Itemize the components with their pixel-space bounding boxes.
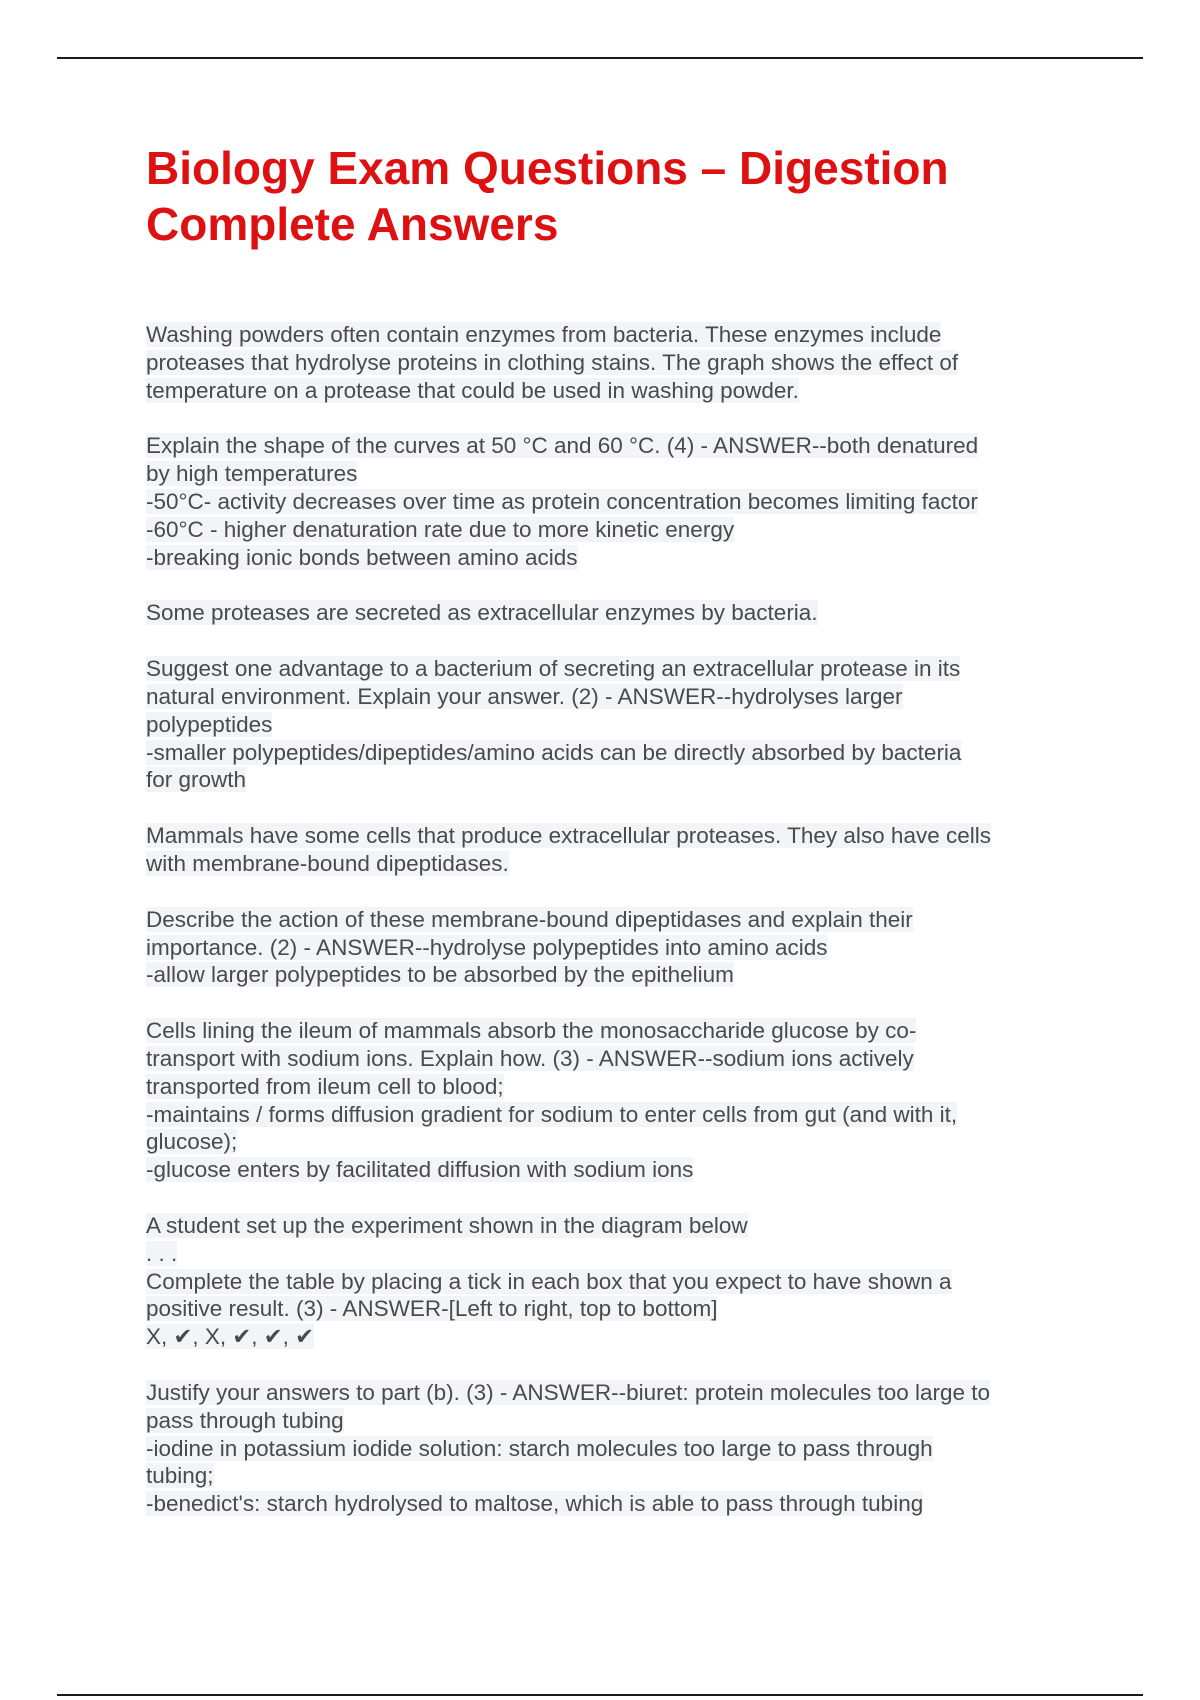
text-line: natural environment. Explain your answer. (2) - ANSWER--hydrolyses larger <box>146 683 903 709</box>
text-line: positive result. (3) - ANSWER-[Left to right, top to bottom] <box>146 1296 718 1322</box>
text-line: tubing; <box>146 1463 214 1489</box>
title-line: Complete Answers <box>146 198 559 250</box>
document-title <box>146 140 1066 252</box>
paragraph-mammals-intro <box>146 822 1066 878</box>
text-line: glucose); <box>146 1129 238 1155</box>
question-answer-curves <box>146 432 1066 571</box>
text-line: -benedict's: starch hydrolysed to maltose, which is able to pass through tubing <box>146 1491 924 1517</box>
text-line: Suggest one advantage to a bacterium of secreting an extracellular protease in its <box>146 656 961 682</box>
bottom-divider <box>57 1694 1143 1696</box>
text-line: Complete the table by placing a tick in each box that you expect to have shown a <box>146 1268 952 1294</box>
text-line: Describe the action of these membrane-bound dipeptidases and explain their <box>146 906 913 932</box>
text-line: polypeptides <box>146 711 273 737</box>
text-line: -smaller polypeptides/dipeptides/amino acids can be directly absorbed by bacteria <box>146 739 962 765</box>
paragraph-extracellular-intro <box>146 599 1066 627</box>
text-line: -50°C- activity decreases over time as protein concentration becomes limiting factor <box>146 488 978 514</box>
text-line: -allow larger polypeptides to be absorbed by the epithelium <box>146 962 734 988</box>
text-line: Washing powders often contain enzymes from bacteria. These enzymes include <box>146 322 942 347</box>
text-line: -iodine in potassium iodide solution: starch molecules too large to pass through <box>146 1435 933 1461</box>
text-line: -60°C - higher denaturation rate due to more kinetic energy <box>146 516 735 542</box>
text-line: with membrane-bound dipeptidases. <box>146 850 509 876</box>
text-line: pass through tubing <box>146 1407 344 1433</box>
text-line: importance. (2) - ANSWER--hydrolyse polypeptides into amino acids <box>146 934 828 960</box>
title-line: Biology Exam Questions – Digestion <box>146 142 949 194</box>
top-divider <box>57 57 1143 59</box>
text-line: temperature on a protease that could be used in washing powder. <box>146 377 799 403</box>
question-answer-cotransport <box>146 1017 1066 1184</box>
document-body <box>146 140 1066 1546</box>
text-line: Mammals have some cells that produce extracellular proteases. They also have cells <box>146 823 991 849</box>
text-line: Justify your answers to part (b). (3) - ANSWER--biuret: protein molecules too large to <box>146 1379 991 1405</box>
text-line: -breaking ionic bonds between amino acids <box>146 544 578 570</box>
text-line: for growth <box>146 767 247 793</box>
text-line: . . . <box>146 1240 178 1266</box>
text-line: by high temperatures <box>146 461 358 487</box>
question-answer-justify <box>146 1379 1066 1518</box>
question-answer-dipeptidases <box>146 906 1066 989</box>
text-line: proteases that hydrolyse proteins in clothing stains. The graph shows the effect of <box>146 349 959 375</box>
question-list <box>146 321 1066 1518</box>
question-answer-experiment-table <box>146 1212 1066 1351</box>
text-line: transported from ileum cell to blood; <box>146 1073 504 1099</box>
text-line: Explain the shape of the curves at 50 °C and 60 °C. (4) - ANSWER--both denatured <box>146 433 979 459</box>
tick-answer-line: X, ✔, X, ✔, ✔, ✔ <box>146 1324 314 1350</box>
text-line: -maintains / forms diffusion gradient for sodium to enter cells from gut (and with it, <box>146 1101 958 1127</box>
paragraph-washing-powder-intro <box>146 321 1066 404</box>
text-line: Cells lining the ileum of mammals absorb the monosaccharide glucose by co- <box>146 1018 917 1044</box>
question-answer-advantage <box>146 655 1066 794</box>
text-line: transport with sodium ions. Explain how. (3) - ANSWER--sodium ions actively <box>146 1045 914 1071</box>
text-line: A student set up the experiment shown in the diagram below <box>146 1212 748 1238</box>
text-line: Some proteases are secreted as extracellular enzymes by bacteria. <box>146 600 818 626</box>
text-line: -glucose enters by facilitated diffusion with sodium ions <box>146 1157 694 1183</box>
